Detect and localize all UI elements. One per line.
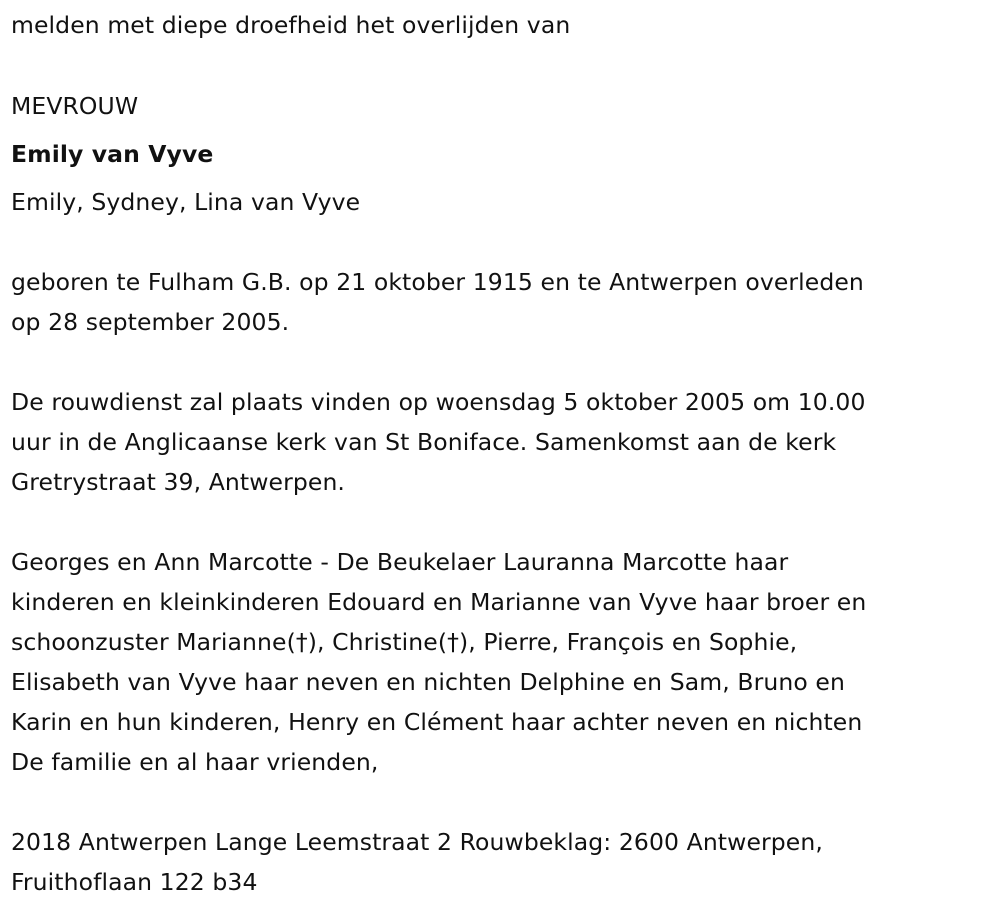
service-line-3: Gretrystraat 39, Antwerpen.: [11, 468, 346, 496]
deceased-full-name: Emily, Sydney, Lina van Vyve: [11, 188, 361, 216]
honorific-title: MEVROUW: [11, 92, 139, 120]
birth-death-line-2: op 28 september 2005.: [11, 308, 290, 336]
family-line-6: De familie en al haar vrienden,: [11, 748, 379, 776]
family-line-3: schoonzuster Marianne(†), Christine(†), Pierre, François en Sophie,: [11, 628, 798, 656]
address-line-2: Fruithoflaan 122 b34: [11, 868, 258, 896]
family-line-5: Karin en hun kinderen, Henry en Clément haar achter neven en nichten: [11, 708, 863, 736]
intro-text: melden met diepe droefheid het overlijden van: [11, 11, 571, 39]
deceased-name: Emily van Vyve: [11, 140, 214, 168]
service-line-1: De rouwdienst zal plaats vinden op woensdag 5 oktober 2005 om 10.00: [11, 388, 866, 416]
family-line-2: kinderen en kleinkinderen Edouard en Marianne van Vyve haar broer en: [11, 588, 867, 616]
family-line-1: Georges en Ann Marcotte - De Beukelaer Lauranna Marcotte haar: [11, 548, 789, 576]
birth-death-line-1: geboren te Fulham G.B. op 21 oktober 1915 en te Antwerpen overleden: [11, 268, 864, 296]
service-line-2: uur in de Anglicaanse kerk van St Boniface. Samenkomst aan de kerk: [11, 428, 837, 456]
address-line-1: 2018 Antwerpen Lange Leemstraat 2 Rouwbeklag: 2600 Antwerpen,: [11, 828, 823, 856]
family-line-4: Elisabeth van Vyve haar neven en nichten Delphine en Sam, Bruno en: [11, 668, 845, 696]
